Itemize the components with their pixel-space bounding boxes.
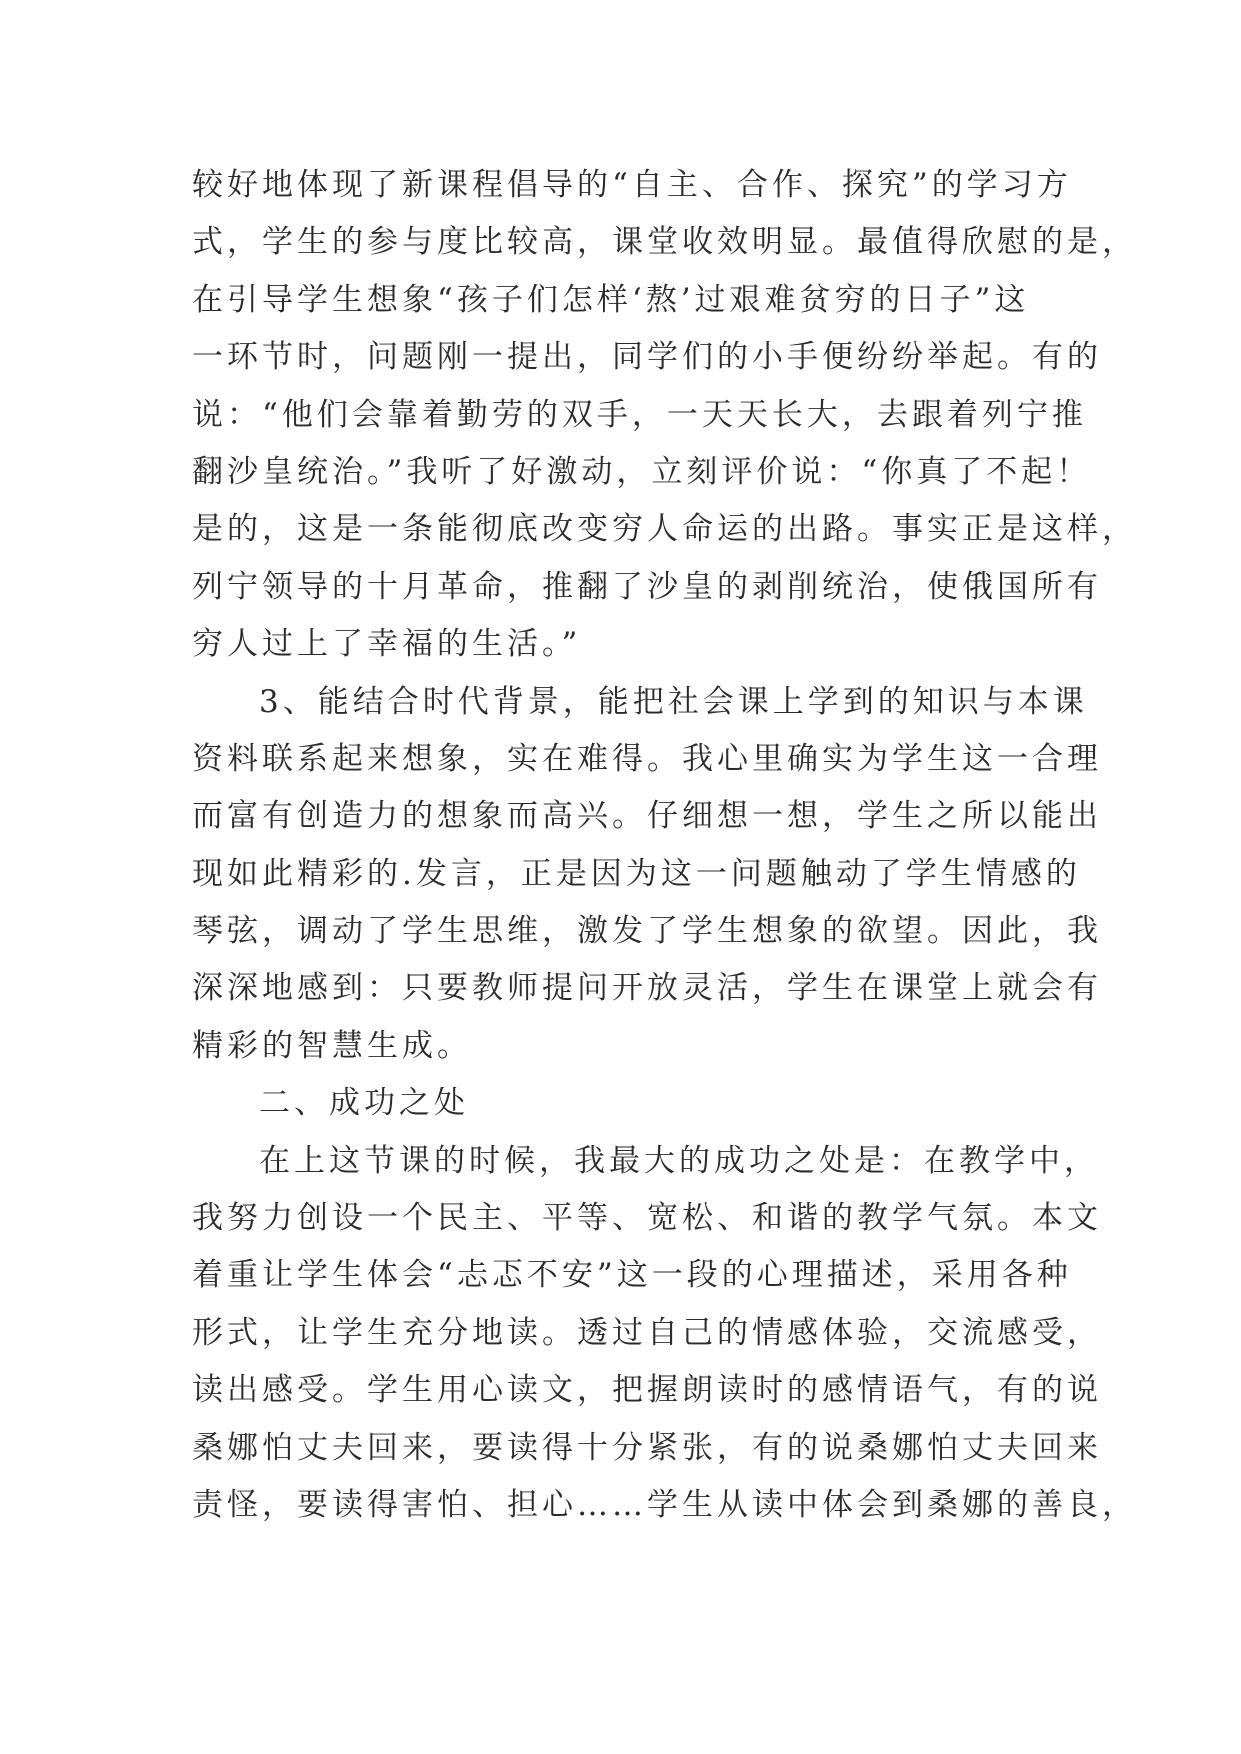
text-line: 读出感受。学生用心读文，把握朗读时的感情语气，有的说 [192, 1372, 1102, 1409]
text-line: 形式，让学生充分地读。透过自己的情感体验，交流感受， [192, 1314, 1102, 1351]
text-line: 翻沙皇统治。”我听了好激动，立刻评价说：“你真了不起！ [192, 453, 1092, 490]
text-line: 琴弦，调动了学生思维，激发了学生想象的欲望。因此，我 [192, 913, 1102, 950]
text-line: 我努力创设一个民主、平等、宽松、和谐的教学气氛。本文 [192, 1200, 1102, 1237]
text-line: 穷人过上了幸福的生活。” [192, 626, 582, 663]
text-line: 而富有创造力的想象而高兴。仔细想一想，学生之所以能出 [192, 798, 1102, 835]
text-line: 二、成功之处 [259, 1085, 469, 1122]
text-line: 精彩的智慧生成。 [192, 1027, 472, 1064]
text-line: 着重让学生体会“忐忑不安”这一段的心理描述，采用各种 [192, 1257, 1072, 1294]
text-line: 说：“他们会靠着勤劳的双手，一天天长大，去跟着列宁推 [192, 396, 1087, 433]
text-line: 一环节时，问题刚一提出，同学们的小手便纷纷举起。有的 [192, 339, 1102, 376]
text-line: 在上这节课的时候，我最大的成功之处是：在教学中， [259, 1142, 1099, 1179]
text-line: 是的，这是一条能彻底改变穷人命运的出路。事实正是这样， [192, 511, 1137, 548]
text-line: 深深地感到：只要教师提问开放灵活，学生在课堂上就会有 [192, 970, 1102, 1007]
text-line: 现如此精彩的.发言，正是因为这一问题触动了学生情感的 [192, 855, 1081, 892]
text-line: 3、能结合时代背景，能把社会课上学到的知识与本课 [259, 683, 1088, 720]
text-line: 较好地体现了新课程倡导的“自主、合作、探究”的学习方 [192, 167, 1072, 203]
body-text [192, 157, 1137, 1534]
text-line: 列宁领导的十月革命，推翻了沙皇的剥削统治，使俄国所有 [192, 568, 1102, 605]
text-line: 资料联系起来想象，实在难得。我心里确实为学生这一合理 [192, 740, 1102, 777]
text-line: 桑娜怕丈夫回来，要读得十分紧张，有的说桑娜怕丈夫回来 [192, 1429, 1102, 1466]
text-line: 在引导学生想象“孩子们怎样‘熬’过艰难贫穷的日子”这 [192, 281, 1030, 318]
text-line: 式，学生的参与度比较高，课堂收效明显。最值得欣慰的是， [192, 224, 1137, 261]
text-line: 责怪，要读得害怕、担心……学生从读中体会到桑娜的善良， [192, 1486, 1137, 1523]
